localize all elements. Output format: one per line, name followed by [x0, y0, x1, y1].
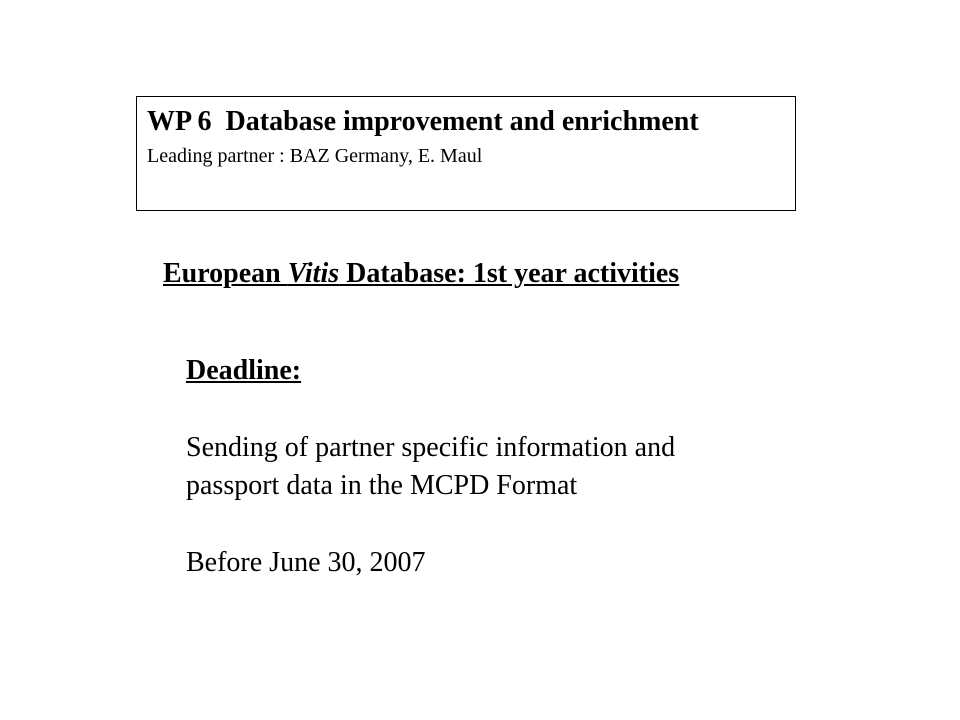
deadline-text-line-1: Sending of partner specific information and: [186, 432, 676, 463]
section-heading: [163, 257, 679, 291]
section-heading-italic: Vitis: [287, 258, 340, 289]
section-heading-prefix: European: [163, 258, 288, 289]
deadline-label: Deadline:: [186, 355, 302, 386]
section-heading-suffix: Database: 1st year activities: [339, 258, 680, 289]
work-package-box: [136, 96, 796, 211]
deadline-text-line-2: passport data in the MCPD Format: [186, 470, 578, 501]
deadline-date: Before June 30, 2007: [186, 547, 426, 578]
leading-partner-text: Leading partner : BAZ Germany, E. Maul: [147, 145, 483, 167]
work-package-title: WP 6 Database improvement and enrichment: [147, 106, 699, 137]
